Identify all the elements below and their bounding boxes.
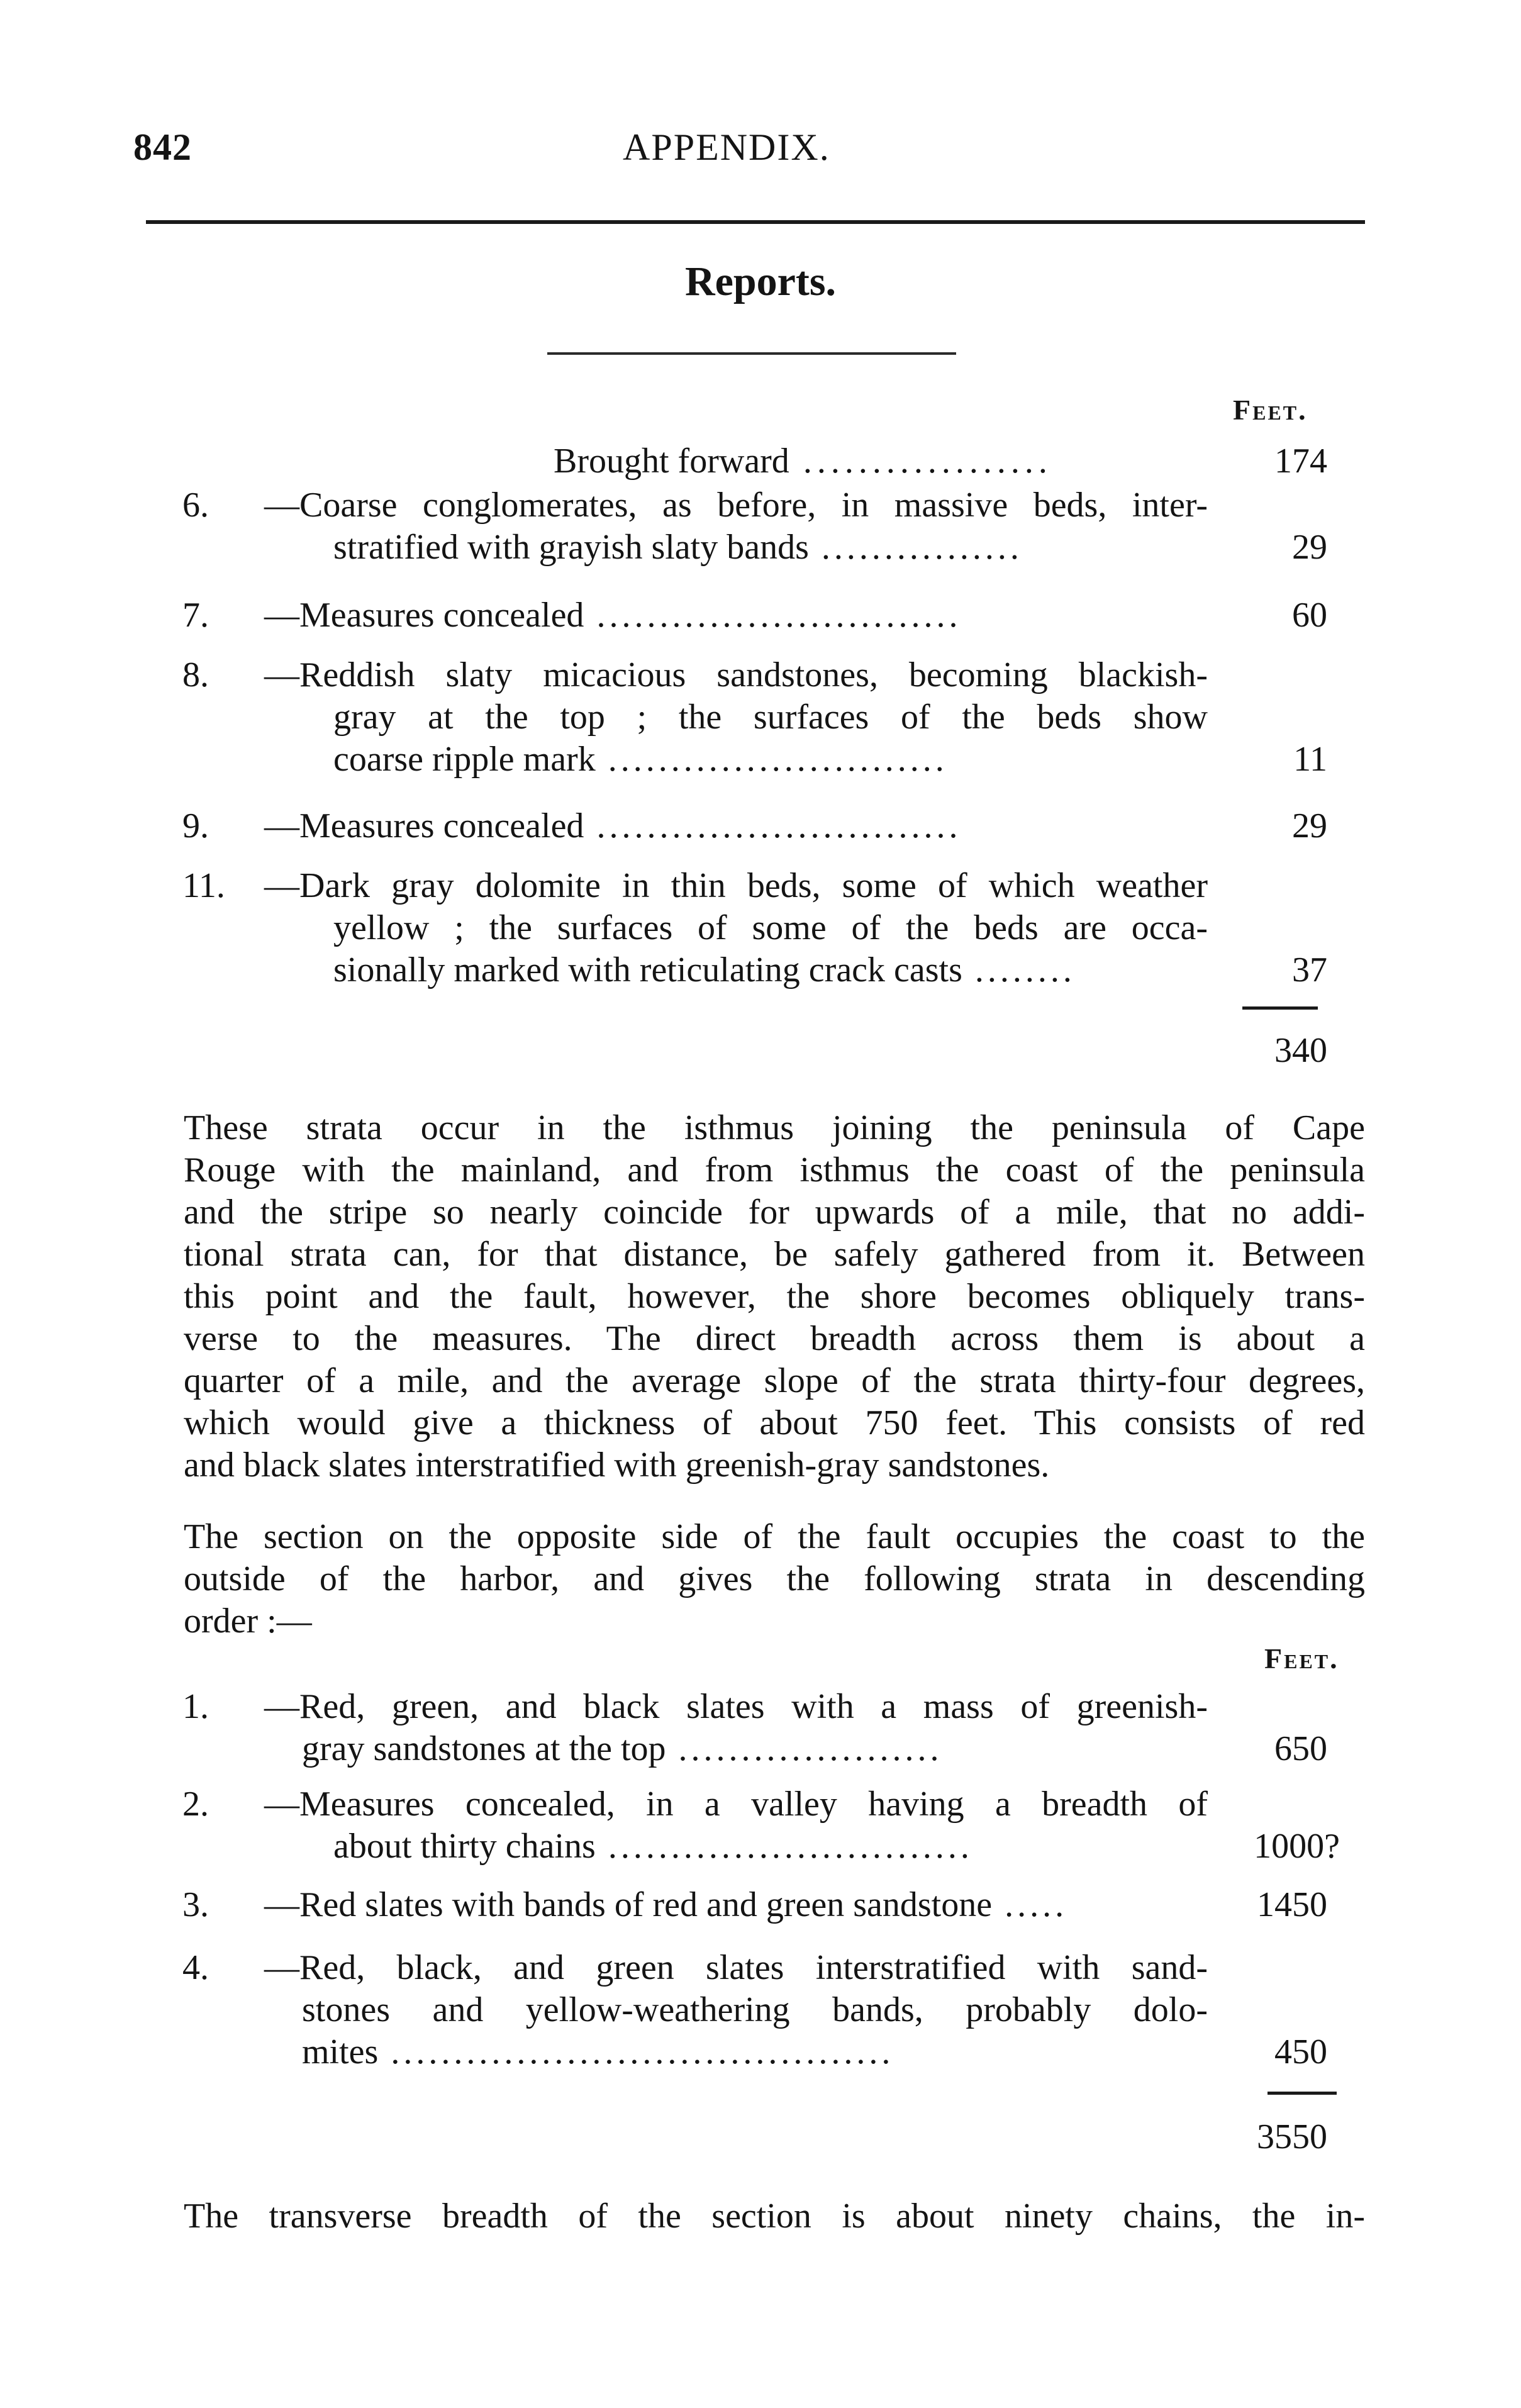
strata-thickness: 29 [1292, 806, 1327, 845]
strata-number: 8. [182, 655, 209, 694]
strata-thickness: 650 [1274, 1729, 1327, 1768]
strata-description: —Measures concealed ............................. [264, 596, 962, 635]
strata-row [182, 594, 1365, 638]
strata-number: 7. [182, 596, 209, 635]
brought-forward-label: Brought forward .................. [554, 442, 1052, 481]
strata-number: 6. [182, 486, 209, 525]
strata-row [182, 484, 1365, 572]
strata-description: —Measures concealed ............................. [264, 806, 962, 845]
strata-row [182, 1884, 1365, 1928]
strata-description: —Red, black, and green slates interstratified with sand- stones and yellow-weathering bands, probably dolo- mites ........................................ [264, 1948, 1208, 2071]
strata-row [182, 805, 1365, 849]
strata-row [182, 1686, 1365, 1774]
strata-thickness: 1450 [1257, 1885, 1327, 1924]
strata-row [182, 1783, 1365, 1871]
strata-description: —Dark gray dolomite in thin beds, some of which weather yellow ; the surfaces of some of the beds are occa- sionally marked with reticulating crack casts ........ [264, 866, 1208, 989]
body-paragraph: These strata occur in the isthmus joining the peninsula of Cape Rouge with the mainland, and from isthmus the coast of the peninsula and the stripe so nearly coincide for upwards of a mile, that no addi- tional strata can, for that distance, be safely gathered from it. Between this point and the fault, however, the shore becomes obliquely trans- verse to the measures. The direct breadth across them is about a quarter of a mile, and the average slope of the strata thirty-four degrees, which would give a thickness of about 750 feet. This consists of red and black slates interstratified with greenish-gray sandstones. [184, 1108, 1365, 1485]
running-head: APPENDIX. [623, 126, 830, 168]
header-rule [146, 220, 1365, 224]
body-paragraph: The transverse breadth of the section is about ninety chains, the in- [184, 2197, 1365, 2236]
strata-number: 1. [182, 1687, 209, 1726]
brought-forward-value: 174 [1274, 442, 1327, 481]
strata-description: —Coarse conglomerates, as before, in massive beds, inter- stratified with grayish slaty bands ................ [264, 486, 1208, 567]
strata-thickness: 1000? [1254, 1827, 1340, 1866]
strata-row [182, 865, 1365, 997]
section-title: Reports. [684, 259, 837, 304]
feet-column-header: Feet. [1264, 1642, 1339, 1675]
strata-number: 2. [182, 1785, 209, 1824]
strata-description: —Reddish slaty micacious sandstones, becoming blackish- gray at the top ; the surfaces of the beds show coarse ripple mark ........................... [264, 655, 1208, 779]
strata-number: 3. [182, 1885, 209, 1924]
strata-number: 9. [182, 806, 209, 845]
strata-number: 11. [182, 866, 225, 905]
table-total: 340 [1274, 1031, 1327, 1070]
strata-number: 4. [182, 1948, 209, 1987]
page-number: 842 [133, 126, 192, 168]
strata-description: —Red, green, and black slates with a mass of greenish- gray sandstones at the top ..................... [264, 1687, 1208, 1768]
strata-thickness: 11 [1293, 740, 1327, 779]
strata-description: —Red slates with bands of red and green sandstone ..... [264, 1885, 1068, 1924]
title-rule [547, 352, 956, 355]
strata-thickness: 37 [1292, 950, 1327, 989]
strata-row [182, 1947, 1365, 2079]
strata-thickness: 450 [1274, 2032, 1327, 2071]
sum-rule [1268, 2092, 1337, 2095]
feet-column-header: Feet. [1233, 394, 1308, 426]
body-paragraph: The section on the opposite side of the fault occupies the coast to the outside of the harbor, and gives the following strata in descending order :— [184, 1517, 1365, 1641]
strata-row [182, 654, 1365, 786]
strata-thickness: 29 [1292, 528, 1327, 567]
strata-thickness: 60 [1292, 596, 1327, 635]
strata-description: —Measures concealed, in a valley having a breadth of about thirty chains ............................. [264, 1785, 1208, 1866]
sum-rule [1242, 1006, 1318, 1010]
table-total: 3550 [1257, 2117, 1327, 2156]
